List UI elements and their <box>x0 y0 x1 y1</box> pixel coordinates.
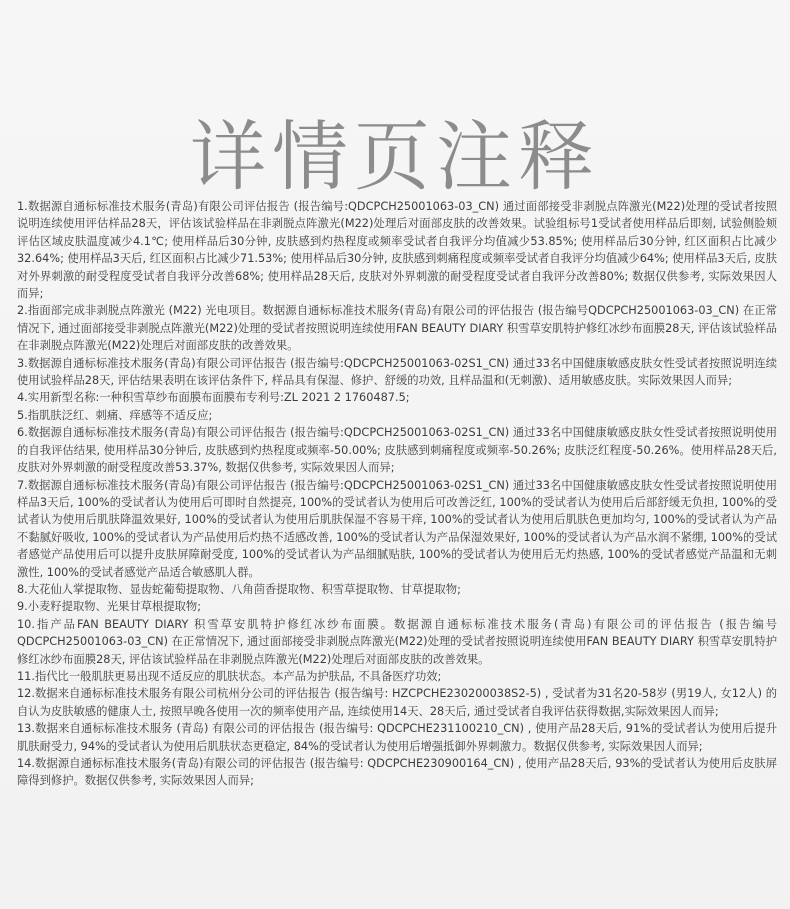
note-item: 6.数据源自通标标准技术服务(青岛)有限公司评估报告 (报告编号:QDCPCH25001063-02S1_CN) 通过33名中国健康敏感皮肤女性受试者按照说明使用的自我评估结果, 使用样品30分钟后, 皮肤感到灼热程度或频率-50.00%; 皮肤感到刺痛程度或频率-50.26%; 皮肤泛红程度-50.26%。使用样品28天后, 皮肤对外界刺激的耐受程度改善53.37%, 数据仅供参考, 实际效果因人而异; <box>17 426 777 475</box>
note-item: 2.指面部完成非剥脱点阵激光 (M22) 光电项目。数据源自通标标准技术服务(青岛)有限公司的评估报告 (报告编号QDCPCH25001063-03_CN) 在正常情况下, 通过面部接受非剥脱点阵激光(M22)处理的受试者按照说明连续使用FAN BEAUTY DIARY 积雪草安肌特护修红冰纱布面膜28天, 评估该试验样品在非剥脱点阵激光(M22)处理后对面部皮肤的改善效果。 <box>17 304 778 353</box>
note-item: 11.指代比一般肌肤更易出现不适反应的肌肤状态。本产品为护肤品, 不具备医疗功效; <box>17 669 442 683</box>
note-item: 4.实用新型名称:一种积雪草纱布面膜布面膜布专利号:ZL 2021 2 1760487.5; <box>17 391 410 405</box>
note-item: 9.小麦籽提取物、光果甘草根提取物; <box>17 600 202 614</box>
note-item: 12.数据来自通标标准技术服务有限公司杭州分公司的评估报告 (报告编号: HZCPCHE230200038S2-5) , 受试者为31名20-58岁 (男19人, 女12人) 的自认为皮肤敏感的健康人士, 按照早晚各使用一次的频率使用产品, 连续使用14天、28天后, 通过受试者自我评估获得数据,实际效果因人而异; <box>17 687 777 718</box>
notes-list <box>17 198 777 790</box>
note-item: 14.数据源自通标标准技术服务(青岛)有限公司的评估报告 (报告编号: QDCPCHE230900164_CN) , 使用产品28天后, 93%的受试者认为使用后皮肤屏障得到修护。数据仅供参考, 实际效果因人而异; <box>17 757 777 788</box>
page-title: 详情页注释 <box>190 111 600 201</box>
note-item: 8.大花仙人掌提取物、显齿蛇葡萄提取物、八角茴香提取物、积雪草提取物、甘草提取物; <box>17 582 461 596</box>
note-item: 3.数据源自通标标准技术服务(青岛)有限公司评估报告 (报告编号:QDCPCH25001063-02S1_CN) 通过33名中国健康敏感皮肤女性受试者按照说明连续使用试验样品28天, 评估结果表明在该评估条件下, 样品具有保湿、修护、舒缓的功效, 且样品温和(无刺激)、适用敏感皮肤。实际效果因人而异; <box>17 356 777 388</box>
note-item: 1.数据源自通标标准技术服务(青岛)有限公司评估报告 (报告编号:QDCPCH25001063-03_CN) 通过面部接受非剥脱点阵激光(M22)处理的受试者按照说明连续使用评估样品28天，评估该试验样品在非剥脱点阵激光(M22)处理后对面部皮肤的改善效果。试验组标号1受试者使用样品后即刻, 试验侧脸颊评估区域皮肤温度减少4.1℃; 使用样品后30分钟, 皮肤感到灼热程度或频率受试者自我评分均值减少53.85%; 使用样品后30分钟, 红区面积占比减少32.64%; 使用样品3天后, 红区面积占比减少71.53%; 使用样品后30分钟, 皮肤感到刺痛程度或频率受试者自我评分均值减少64%; 使用样品3天后, 皮肤对外界刺激的耐受程度受试者自我评分改善68%; 使用样品28天后, 皮肤对外界刺激的耐受程度受试者自我评分改善80%; 数据仅供参考, 实际效果因人而异; <box>17 200 777 301</box>
note-item: 5.指肌肤泛红、刺痛、痒感等不适反应; <box>17 408 213 422</box>
note-item: 7.数据源自通标标准技术服务(青岛)有限公司评估报告 (报告编号:QDCPCH25001063-02S1_CN) 通过33名中国健康敏感皮肤女性受试者按照说明使用样品3天后, 100%的受试者认为使用后可即时自然提亮, 100%的受试者认为使用后可改善泛红, 100%的受试者认为使用后后部舒缓无负担, 100%的受试者认为使用后肌肤降温效果好, 100%的受试者认为使用后肌肤保湿不容易干痒, 100%的受试者认为使用后肌肤色更加均匀, 100%的受试者认为产品不黏腻好吸收, 100%的受试者认为产品使用后灼热不适感改善, 100%的受试者认为产品保湿效果好, 100%的受试者认为产品水润不紧绷, 100%的受试者感觉产品使用后可以提升皮肤屏障耐受度, 100%的受试者认为产品细腻贴肤, 100%的受试者认为使用后无灼热感, 100%的受试者感觉产品温和无刺激性, 100%的受试者感觉产品适合敏感肌人群。 <box>17 478 777 579</box>
note-item: 13.数据来自通标标准技术服务 (青岛) 有限公司的评估报告 (报告编号: QDCPCHE231100210_CN) , 使用产品28天后, 91%的受试者认为使用后提升肌肤耐受力, 94%的受试者认为使用后肌肤状态更稳定, 84%的受试者认为使用后增强抵御外界刺激力。数据仅供参考, 实际效果因人而异; <box>17 722 777 753</box>
note-item: 10.指产品FAN BEAUTY DIARY 积雪草安肌特护修红冰纱布面膜。数据源自通标标准技术服务(青岛)有限公司的评估报告 (报告编号QDCPCH25001063-03_CN) 在正常情况下, 通过面部接受非剥脱点阵激光(M22)处理的受试者按照说明连续使用FAN BEAUTY DIARY 积雪草安肌特护修红冰纱布面膜28天, 评估该试验样品在非剥脱点阵激光(M22)处理后对面部皮肤的改善效果。 <box>17 617 777 666</box>
